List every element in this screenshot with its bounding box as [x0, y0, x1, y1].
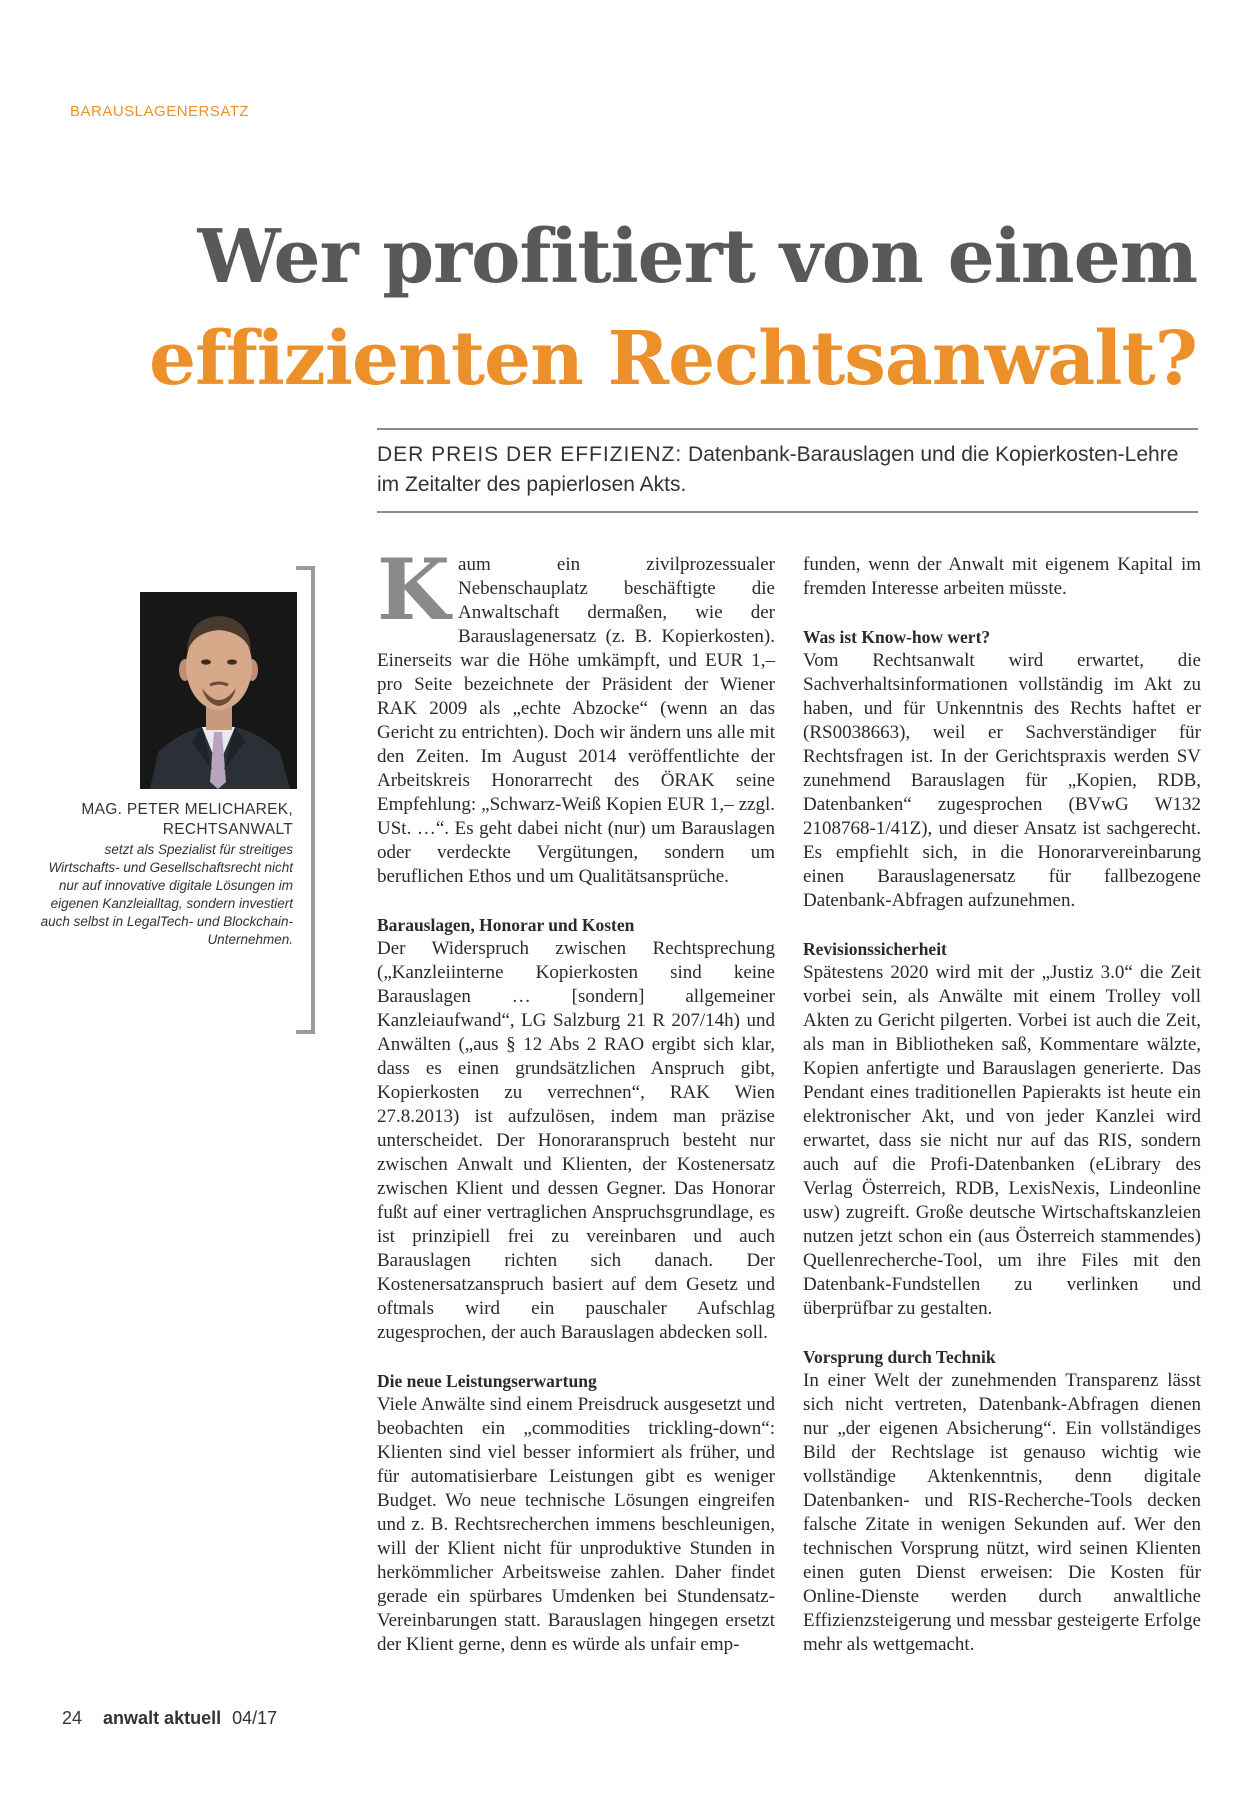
author-name: MAG. PETER MELICHAREK, [81, 801, 293, 818]
author-portrait [140, 592, 297, 789]
deck-kicker: DER PREIS DER EFFIZIENZ: [377, 443, 683, 466]
headline-line-2: effizienten Rechtsanwalt? [148, 316, 1197, 402]
headline-line-1: Wer profitiert von einem [197, 214, 1197, 300]
paragraph: funden, wenn der Anwalt mit eigenem Kapital im fremden Interesse arbeiten müsste. [803, 554, 1201, 599]
subheading: Was ist Know-how wert? [803, 627, 991, 647]
paragraph: Der Widerspruch zwischen Rechtsprechung („Kanzleiinterne Kopierkosten sind keine Barauslagen … [sondern] allgemeiner Kanzleiaufwand“, LG Salzburg 21 R 207/14h) und Anwälten („aus § 12 Abs 2 RAO ergibt sich klar, dass es einen grundsätzlichen Anspruch gibt, Kopierkosten zu verrechnen“, RAK Wien 27.8.2013) ist aufzulösen, indem man präzise unterscheidet. Der Honoraranspruch besteht nur zwischen Anwalt und Klienten, der Kostenersatz zwischen Klient und dessen Gegner. Das Honorar fußt auf einer vertraglichen Anspruchsgrundlage, es ist prinzipiell frei zu vereinbaren und auch Barauslagen richten sich danach. Der Kostenersatzanspruch basiert auf dem Gesetz und oftmals wird ein pauschaler Aufschlag zugesprochen, der auch Barauslagen abdecken soll. [377, 938, 775, 1343]
author-title: RECHTSANWALT [162, 821, 293, 838]
deck-teaser [377, 428, 1198, 513]
paragraph: aum ein zivilprozessualer Nebenschauplatz beschäftigte die Anwaltschaft dermaßen, wie der Barauslagenersatz (z. B. Kopierkosten). Einerseits war die Höhe umkämpft, und EUR 1,– pro Seite bezeichnete der Präsident der Wiener RAK 2009 als „echte Abzocke“ (wenn an das Gericht zu entrichten). Doch wir ändern uns alle mit den Zeiten. Im August 2014 veröffentlichte der Arbeitskreis Honorarrecht des ÖRAK seine Empfehlung: „Schwarz-Weiß Kopien EUR 1,– zzgl. USt. …“. Es geht dabei nicht (nur) um Barauslagen oder verdeckte Vergütungen, sondern um beruflichen Ethos und um Qualitätsansprüche. [377, 554, 775, 887]
author-bio: setzt als Spezialist für streitiges Wirtschafts- und Gesellschaftsrecht nicht nur auf innovative digitale Lösungen im eigenen Kanzleialltag, sondern investiert auch selbst in LegalTech- und Blockchain-Unternehmen. [40, 842, 293, 947]
subheading: Revisionssicherheit [803, 939, 947, 959]
drop-cap: K [377, 540, 451, 639]
subheading: Die neue Leistungserwartung [377, 1371, 597, 1391]
paragraph: Spätestens 2020 wird mit der „Justiz 3.0“ die Zeit vorbei sein, als Anwälte mit einem Trolley voll Akten zu Gericht pilgerten. Vorbei ist auch die Zeit, als man in Bibliotheken saß, Kommentare wälzte, Kopien anfertigte und Barauslagen generierte. Das Pendant eines traditionellen Papierakts ist heute ein elektronischer Akt, und von jeder Kanzlei wird erwartet, dass sie nicht nur auf das RIS, sondern auch auf die Profi-Datenbanken (eLibrary des Verlag Österreich, RDB, LexisNexis, Lindeonline usw) zugreift. Große deutsche Wirtschaftskanzleien nutzen jetzt schon ein (aus Österreich stammendes) Quellenrecherche-Tool, um ihre Files mit den Datenbank-Fundstellen zu verlinken und überprüfbar zu gestalten. [803, 962, 1201, 1319]
magazine-name: anwalt aktuell [103, 1708, 222, 1728]
subheading: Vorsprung durch Technik [803, 1347, 996, 1367]
page-footer [62, 1708, 277, 1729]
subheading: Barauslagen, Honorar und Kosten [377, 915, 635, 935]
issue-number: 04/17 [232, 1708, 278, 1728]
paragraph: Viele Anwälte sind einem Preisdruck ausgesetzt und beobachten ein „commodities trickling-down“: Klienten sind viel besser informiert als früher, und für automatisierbare Leistungen gibt es weniger Budget. Wo neue technische Lösungen eingreifen und z. B. Rechtsrecherchen immens beschleunigen, will der Klient nicht für unproduktive Stunden in herkömmlicher Arbeitsweise zahlen. Daher findet gerade ein spürbares Umdenken bei Stundensatz-Vereinbarungen statt. Barauslagen hingegen ersetzt der Klient gerne, denn es würde als unfair emp- [377, 1394, 775, 1655]
deck-text: Datenbank-Barauslagen und die Kopierkosten-Lehre im Zeitalter des papierlosen Akts. [377, 443, 1179, 496]
portrait-image [140, 592, 297, 789]
article-column-1 [377, 540, 775, 1657]
headline [0, 206, 1197, 410]
section-label: BARAUSLAGENERSATZ [70, 103, 250, 120]
article-column-2 [803, 553, 1201, 1657]
paragraph: Vom Rechtsanwalt wird erwartet, die Sachverhaltsinformationen vollständig im Akt zu haben, und für Unkenntnis des Rechts haftet er (RS0038663), weil er Sachverständiger für Rechtsfragen ist. In der Gerichtspraxis werden SV zunehmend Barauslagen für „Kopien, RDB, Datenbanken“ zugesprochen (BVwG W132 2108768-1/41Z), und dieser Ansatz ist sachgerecht. Es empfiehlt sich, in die Honorarvereinbarung einen Barauslagenersatz für fallbezogene Datenbank-Abfragen aufzunehmen. [803, 650, 1201, 911]
author-info [40, 800, 293, 949]
author-box-bracket [296, 566, 315, 1034]
paragraph: In einer Welt der zunehmenden Transparenz lässt sich nicht vertreten, Datenbank-Abfragen dienen nur „der eigenen Absicherung“. Ein vollständiges Bild der Rechtslage ist genauso wichtig wie vollständige Aktenkenntnis, denn digitale Datenbanken- und RIS-Recherche-Tools decken falsche Zitate in wenigen Sekunden auf. Wer den technischen Vorsprung nützt, wird seinen Klienten einen guten Dienst erweisen: Die Kosten für Online-Dienste werden durch anwaltliche Effizienzsteigerung und messbar gesteigerte Erfolge mehr als wettgemacht. [803, 1370, 1201, 1655]
page-number: 24 [62, 1708, 83, 1728]
